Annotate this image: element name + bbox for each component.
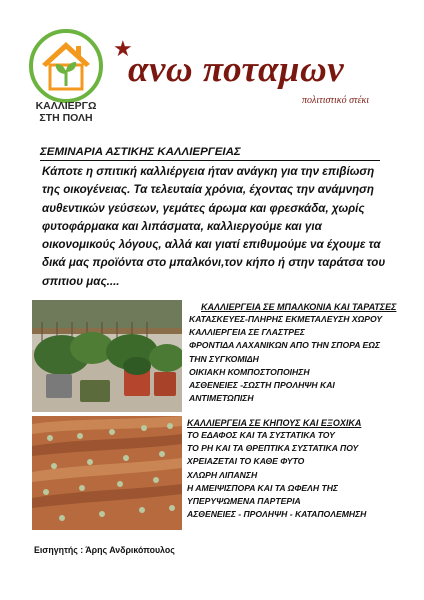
list-item: ΥΠΕΡΥΨΩΜΕΝΑ ΠΑΡΤΕΡΙΑ [187,496,301,507]
list-item: ΧΛΩΡΗ ΛΙΠΑΝΣΗ [187,469,258,480]
list-item: Η ΑΜΕΙΨΙΣΠΟΡΑ ΚΑΙ ΤΑ ΩΦΕΛΗ ΤΗΣ [187,482,338,493]
field-garden-photo [32,416,182,530]
section-gardens-list [187,429,366,521]
list-item: ΟΙΚΙΑΚΗ ΚΟΜΠΟΣΤΟΠΟΙΗΣΗ [189,366,310,377]
list-item: ΑΣΘΕΝΕΙΕΣ -ΣΩΣΤΗ ΠΡΟΛΗΨΗ ΚΑΙ [189,380,335,391]
logo-caption-line1: ΚΑΛΛΙΕΡΓΩ [35,100,97,112]
list-item: ΧΡΕΙΑΖΕΤΑΙ ΤΟ ΚΑΘΕ ΦΥΤΟ [187,456,305,467]
list-item: ΤΟ PH ΚΑΙ ΤΑ ΘΡΕΠΤΙΚΑ ΣΥΣΤΑΤΙΚΑ ΠΟΥ [187,443,359,454]
section-balconies [189,301,396,405]
list-item: ΤΟ ΕΔΑΦΟΣ ΚΑΙ ΤΑ ΣΥΣΤΑΤΙΚΑ ΤΟΥ [187,430,335,440]
list-item: ΑΣΘΕΝΕΙΕΣ - ΠΡΟΛΗΨΗ - ΚΑΤΑΠΟΛΕΜΗΣΗ [187,509,367,520]
list-item: ΤΗΝ ΣΥΓΚΟΜΙΔΗ [189,353,259,364]
section-gardens-title: ΚΑΛΛΙΕΡΓΕΙΑ ΣΕ ΚΗΠΟΥΣ ΚΑΙ ΕΞΟΧΙΚΑ [187,418,362,428]
list-item: ΚΑΤΑΣΚΕΥΕΣ-ΠΛΗΡΗΣ ΕΚΜΕΤΑΛΕΥΣΗ ΧΩΡΟΥ [189,314,383,324]
page-heading: ΣΕΜΙΝΑΡΙΑ ΑΣΤΙΚΗΣ ΚΑΛΛΙΕΡΓΕΙΑΣ [40,146,380,161]
logo-caption-line2: ΣΤΗ ΠΟΛΗ [39,112,93,124]
brand-subtitle: πολιτιστικό στέκι [302,95,370,106]
section-gardens [187,417,366,521]
star-icon: ★ [113,36,133,61]
section-balconies-title: ΚΑΛΛΙΕΡΓΕΙΑ ΣΕ ΜΠΑΛΚΟΝΙΑ ΚΑΙ ΤΑΡΑΤΣΕΣ [201,302,397,312]
speaker-credit: Εισηγητής : Άρης Ανδρικόπουλος [34,545,175,555]
section-balconies-list [189,313,396,405]
list-item: ΚΑΛΛΙΕΡΓΕΙΑ ΣΕ ΓΛΑΣΤΡΕΣ [189,327,305,338]
balcony-garden-photo [32,300,182,412]
intro-paragraph: Κάποτε η σπιτική καλλιέργεια ήταν ανάγκη για την επιβίωση της οικογένειας. Τα τελευταία χρόνια, έχοντας την ανάμνηση αυθεντικών γεύσεων, γεμάτες άρωμα και φρεσκάδα, χωρίς φυτοφάρμακα και λιπάσματα, καλλιεργούμε και για οικονομικούς λόγους, αλλά και γιατί επιθυμούμε να έχουμε τα δικά μας προϊόντα στο μπαλκόνι,τον κήπο ή στην ταράτσα του σπιτιου μας.... [42,165,386,288]
list-item: ΦΡΟΝΤΙΔΑ ΛΑΧΑΝΙΚΩΝ ΑΠΟ ΤΗΝ ΣΠΟΡΑ ΕΩΣ [189,340,381,351]
brand-title: ανω ποταμων [128,49,345,90]
house-logo-icon [28,28,104,104]
list-item: ΑΝΤΙΜΕΤΩΠΙΣΗ [189,393,254,404]
logo-caption [26,100,106,124]
